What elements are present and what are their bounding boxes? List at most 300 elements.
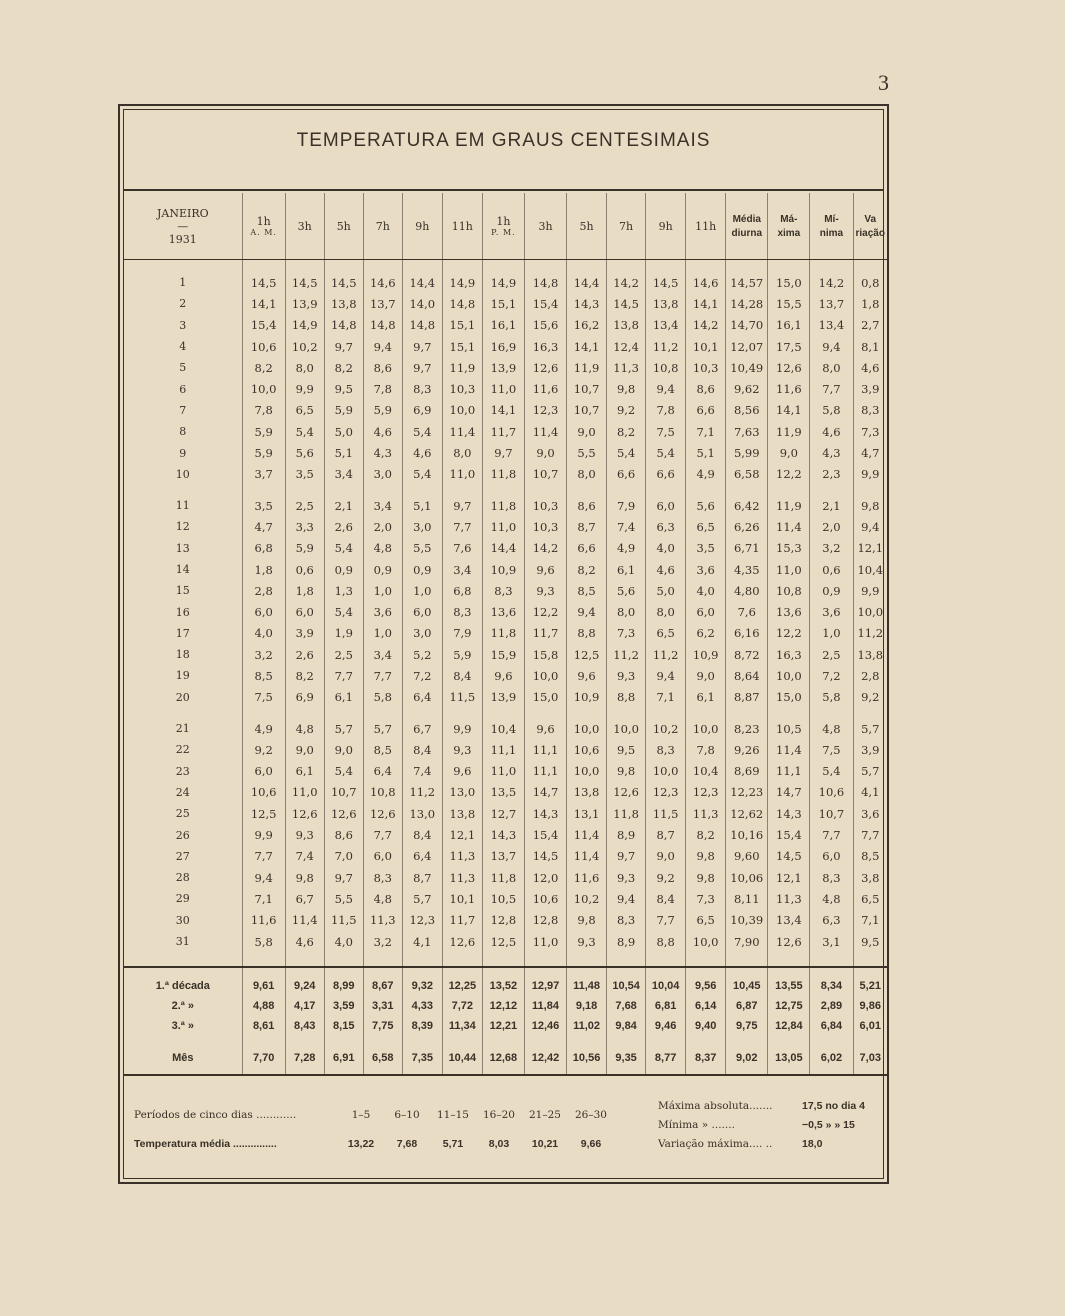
table-cell: 9,26 bbox=[726, 739, 768, 760]
table-cell: 8,5 bbox=[363, 739, 402, 760]
table-cell: 2,7 bbox=[853, 315, 887, 336]
extreme-stats bbox=[658, 1097, 865, 1154]
stat-min bbox=[658, 1116, 865, 1135]
day-label: 22 bbox=[175, 743, 190, 757]
summary-cell: 9,84 bbox=[607, 1016, 646, 1036]
stat-max bbox=[658, 1097, 865, 1116]
table-cell: 13,8 bbox=[853, 644, 887, 665]
table-cell: 5,1 bbox=[324, 442, 363, 463]
table-cell: 9,62 bbox=[726, 378, 768, 399]
table-cell: 5,8 bbox=[810, 687, 853, 708]
table-cell: 8,1 bbox=[853, 336, 887, 357]
period-temp: 10,21 bbox=[531, 1138, 559, 1150]
table-row bbox=[124, 421, 887, 442]
table-cell: 10,1 bbox=[442, 888, 482, 909]
table-row bbox=[124, 260, 887, 294]
table-cell: 8,3 bbox=[607, 910, 646, 931]
table-cell: 9,0 bbox=[285, 739, 324, 760]
table-cell: 9,7 bbox=[402, 336, 442, 357]
table-cell: 11,0 bbox=[524, 931, 566, 967]
day-label: 5 bbox=[179, 361, 187, 375]
table-cell: 14,1 bbox=[482, 400, 524, 421]
table-cell: 14,6 bbox=[363, 260, 402, 294]
table-cell: 11,9 bbox=[567, 357, 607, 378]
table-row bbox=[124, 644, 887, 665]
table-cell: 9,9 bbox=[242, 824, 285, 845]
table-cell: 3,4 bbox=[363, 485, 402, 516]
table-cell: 5,7 bbox=[324, 708, 363, 739]
table-cell: 6,71 bbox=[726, 538, 768, 559]
day-label: 9 bbox=[179, 446, 187, 460]
table-cell: 9,4 bbox=[607, 888, 646, 909]
table-row bbox=[124, 293, 887, 314]
table-cell: 14,9 bbox=[482, 260, 524, 294]
table-row bbox=[124, 687, 887, 708]
day-label: 8 bbox=[179, 425, 187, 439]
table-cell: 3,8 bbox=[853, 867, 887, 888]
table-cell: 13,0 bbox=[402, 803, 442, 824]
table-cell: 10,7 bbox=[324, 782, 363, 803]
table-cell: 11,0 bbox=[285, 782, 324, 803]
table-cell: 8,0 bbox=[285, 357, 324, 378]
table-cell: 9,3 bbox=[524, 580, 566, 601]
header-hour: 11h bbox=[686, 193, 726, 260]
table-cell: 7,5 bbox=[242, 687, 285, 708]
table-cell: 7,2 bbox=[402, 665, 442, 686]
summary-cell: 9,46 bbox=[646, 1016, 686, 1036]
table-cell: 2,8 bbox=[242, 580, 285, 601]
day-label: 10 bbox=[175, 467, 190, 481]
summary-row bbox=[124, 967, 887, 996]
table-cell: 5,6 bbox=[686, 485, 726, 516]
table-cell: 3,6 bbox=[363, 601, 402, 622]
table-cell: 5,9 bbox=[285, 538, 324, 559]
table-cell: 10,9 bbox=[686, 644, 726, 665]
table-cell: 14,5 bbox=[242, 260, 285, 294]
table-cell: 12,1 bbox=[768, 867, 810, 888]
table-frame bbox=[118, 104, 889, 1184]
table-cell: 9,8 bbox=[607, 761, 646, 782]
table-cell: 7,4 bbox=[607, 516, 646, 537]
table-cell: 6,42 bbox=[726, 485, 768, 516]
table-cell: 4,80 bbox=[726, 580, 768, 601]
summary-cell: 12,25 bbox=[442, 967, 482, 996]
table-cell: 9,4 bbox=[242, 867, 285, 888]
header-hour: 5h bbox=[324, 193, 363, 260]
table-cell: 13,9 bbox=[285, 293, 324, 314]
table-cell: 8,9 bbox=[607, 824, 646, 845]
table-cell: 14,9 bbox=[442, 260, 482, 294]
summary-cell: 9,32 bbox=[402, 967, 442, 996]
table-cell: 8,72 bbox=[726, 644, 768, 665]
table-cell: 11,8 bbox=[482, 464, 524, 485]
table-cell: 3,2 bbox=[810, 538, 853, 559]
summary-cell: 13,05 bbox=[768, 1036, 810, 1075]
page-title: TEMPERATURA EM GRAUS CENTESIMAIS bbox=[296, 130, 711, 151]
table-cell: 5,4 bbox=[402, 464, 442, 485]
table-cell: 7,7 bbox=[363, 824, 402, 845]
table-cell: 5,9 bbox=[242, 421, 285, 442]
summary-cell: 6,81 bbox=[646, 996, 686, 1016]
table-cell: 11,1 bbox=[524, 761, 566, 782]
table-cell: 2,1 bbox=[324, 485, 363, 516]
summary-cell: 9,40 bbox=[686, 1016, 726, 1036]
table-cell: 1,0 bbox=[810, 623, 853, 644]
table-cell: 12,62 bbox=[726, 803, 768, 824]
table-cell: 8,8 bbox=[567, 623, 607, 644]
table-cell: 7,9 bbox=[442, 623, 482, 644]
summary-cell: 12,12 bbox=[482, 996, 524, 1016]
table-cell: 9,6 bbox=[524, 559, 566, 580]
table-cell: 14,5 bbox=[324, 260, 363, 294]
stat-min-value: −0,5 » » 15 bbox=[802, 1119, 855, 1131]
table-cell: 3,5 bbox=[285, 464, 324, 485]
day-label: 14 bbox=[175, 563, 190, 576]
table-cell: 13,9 bbox=[482, 357, 524, 378]
table-cell: 8,8 bbox=[607, 687, 646, 708]
table-cell: 4,6 bbox=[853, 357, 887, 378]
table-cell: 6,16 bbox=[726, 623, 768, 644]
table-cell: 8,0 bbox=[567, 464, 607, 485]
table-cell: 5,2 bbox=[402, 644, 442, 665]
table-cell: 14,5 bbox=[607, 293, 646, 314]
table-cell: 9,4 bbox=[810, 336, 853, 357]
day-label: 17 bbox=[175, 626, 190, 640]
table-cell: 14,2 bbox=[686, 315, 726, 336]
table-cell: 7,8 bbox=[363, 378, 402, 399]
header-variacao: Va riação bbox=[853, 193, 887, 260]
table-row bbox=[124, 665, 887, 686]
table-row bbox=[124, 708, 887, 739]
table-cell: 4,8 bbox=[810, 888, 853, 909]
table-cell: 4,9 bbox=[686, 464, 726, 485]
summary-label: 2.ª » bbox=[171, 1000, 194, 1013]
table-cell: 8,6 bbox=[686, 378, 726, 399]
stat-max-value: 17,5 no dia 4 bbox=[802, 1100, 866, 1112]
table-cell: 12,3 bbox=[686, 782, 726, 803]
table-cell: 10,39 bbox=[726, 910, 768, 931]
day-label: 6 bbox=[179, 382, 187, 396]
table-cell: 8,69 bbox=[726, 761, 768, 782]
table-cell: 7,5 bbox=[646, 421, 686, 442]
table-cell: 6,5 bbox=[646, 623, 686, 644]
table-cell: 11,4 bbox=[285, 910, 324, 931]
periods-list bbox=[338, 1109, 614, 1121]
table-cell: 12,6 bbox=[768, 931, 810, 967]
footer bbox=[124, 1085, 883, 1185]
table-cell: 10,7 bbox=[567, 378, 607, 399]
table-cell: 9,2 bbox=[646, 867, 686, 888]
table-cell: 10,7 bbox=[524, 464, 566, 485]
table-cell: 8,4 bbox=[646, 888, 686, 909]
table-cell: 5,7 bbox=[853, 708, 887, 739]
table-cell: 6,26 bbox=[726, 516, 768, 537]
summary-row bbox=[124, 1016, 887, 1036]
table-cell: 3,9 bbox=[853, 378, 887, 399]
table-cell: 8,64 bbox=[726, 665, 768, 686]
table-cell: 9,6 bbox=[524, 708, 566, 739]
table-cell: 7,90 bbox=[726, 931, 768, 967]
table-cell: 9,4 bbox=[363, 336, 402, 357]
table-cell: 3,4 bbox=[442, 559, 482, 580]
table-cell: 9,4 bbox=[646, 665, 686, 686]
summary-cell: 9,56 bbox=[686, 967, 726, 996]
table-row bbox=[124, 601, 887, 622]
table-cell: 3,6 bbox=[810, 601, 853, 622]
day-label: 27 bbox=[175, 849, 190, 863]
table-cell: 11,4 bbox=[567, 824, 607, 845]
table-cell: 5,1 bbox=[402, 485, 442, 516]
summary-cell: 13,52 bbox=[482, 967, 524, 996]
summary-cell: 10,56 bbox=[567, 1036, 607, 1075]
table-cell: 2,6 bbox=[285, 644, 324, 665]
table-cell: 9,2 bbox=[607, 400, 646, 421]
table-cell: 12,3 bbox=[402, 910, 442, 931]
table-cell: 11,4 bbox=[442, 421, 482, 442]
table-cell: 4,3 bbox=[810, 442, 853, 463]
table-cell: 7,9 bbox=[607, 485, 646, 516]
header-month-dash: — bbox=[177, 219, 189, 233]
table-cell: 10,4 bbox=[853, 559, 887, 580]
header-hour: 9h bbox=[402, 193, 442, 260]
summary-rows bbox=[124, 967, 887, 1075]
table-cell: 12,8 bbox=[524, 910, 566, 931]
summary-cell: 7,03 bbox=[853, 1036, 887, 1075]
table-cell: 4,0 bbox=[646, 538, 686, 559]
summary-cell: 3,31 bbox=[363, 996, 402, 1016]
table-cell: 3,5 bbox=[686, 538, 726, 559]
table-cell: 11,1 bbox=[524, 739, 566, 760]
table-cell: 10,49 bbox=[726, 357, 768, 378]
table-cell: 6,1 bbox=[324, 687, 363, 708]
table-cell: 8,6 bbox=[324, 824, 363, 845]
table-cell: 12,5 bbox=[482, 931, 524, 967]
table-cell: 5,9 bbox=[324, 400, 363, 421]
table-row bbox=[124, 442, 887, 463]
table-cell: 11,6 bbox=[242, 910, 285, 931]
stat-min-label: Mínima » ....... bbox=[658, 1119, 735, 1131]
table-cell: 10,0 bbox=[242, 378, 285, 399]
table-cell: 11,0 bbox=[768, 559, 810, 580]
table-cell: 10,1 bbox=[686, 336, 726, 357]
table-cell: 15,4 bbox=[768, 824, 810, 845]
table-cell: 7,8 bbox=[686, 739, 726, 760]
table-cell: 9,7 bbox=[607, 846, 646, 867]
table-cell: 14,1 bbox=[242, 293, 285, 314]
table-cell: 14,1 bbox=[567, 336, 607, 357]
summary-cell: 3,59 bbox=[324, 996, 363, 1016]
table-cell: 9,60 bbox=[726, 846, 768, 867]
table-cell: 4,9 bbox=[607, 538, 646, 559]
table-cell: 14,9 bbox=[285, 315, 324, 336]
table-cell: 10,0 bbox=[607, 708, 646, 739]
summary-cell: 11,84 bbox=[524, 996, 566, 1016]
table-cell: 5,5 bbox=[324, 888, 363, 909]
day-label: 3 bbox=[179, 318, 187, 332]
table-cell: 11,6 bbox=[567, 867, 607, 888]
table-cell: 6,1 bbox=[285, 761, 324, 782]
summary-cell: 9,86 bbox=[853, 996, 887, 1016]
table-cell: 7,1 bbox=[686, 421, 726, 442]
table-cell: 5,4 bbox=[324, 761, 363, 782]
table-cell: 8,5 bbox=[242, 665, 285, 686]
table-cell: 4,6 bbox=[810, 421, 853, 442]
table-cell: 6,5 bbox=[853, 888, 887, 909]
table-cell: 1,0 bbox=[363, 580, 402, 601]
table-cell: 6,0 bbox=[285, 601, 324, 622]
table-cell: 12,6 bbox=[324, 803, 363, 824]
table-cell: 3,6 bbox=[686, 559, 726, 580]
table-cell: 14,8 bbox=[442, 293, 482, 314]
table-row bbox=[124, 378, 887, 399]
table-cell: 13,7 bbox=[482, 846, 524, 867]
table-cell: 9,6 bbox=[442, 761, 482, 782]
table-cell: 10,0 bbox=[768, 665, 810, 686]
table-cell: 13,6 bbox=[482, 601, 524, 622]
period-temp: 5,71 bbox=[442, 1138, 464, 1150]
day-label: 15 bbox=[175, 584, 190, 598]
table-cell: 7,1 bbox=[646, 687, 686, 708]
table-cell: 8,2 bbox=[567, 559, 607, 580]
table-row bbox=[124, 931, 887, 967]
table-row bbox=[124, 538, 887, 559]
table-cell: 16,2 bbox=[567, 315, 607, 336]
table-cell: 5,8 bbox=[363, 687, 402, 708]
day-label: 28 bbox=[175, 871, 190, 885]
table-cell: 10,0 bbox=[567, 708, 607, 739]
table-cell: 11,2 bbox=[646, 644, 686, 665]
summary-cell: 8,61 bbox=[242, 1016, 285, 1036]
table-cell: 8,56 bbox=[726, 400, 768, 421]
table-cell: 1,0 bbox=[363, 623, 402, 644]
table-cell: 11,9 bbox=[768, 485, 810, 516]
table-cell: 8,3 bbox=[402, 378, 442, 399]
table-cell: 7,7 bbox=[853, 824, 887, 845]
summary-cell: 4,17 bbox=[285, 996, 324, 1016]
summary-cell: 6,58 bbox=[363, 1036, 402, 1075]
header-hour: 7h bbox=[363, 193, 402, 260]
table-cell: 8,3 bbox=[442, 601, 482, 622]
summary-cell: 9,75 bbox=[726, 1016, 768, 1036]
table-cell: 10,7 bbox=[567, 400, 607, 421]
table-row bbox=[124, 846, 887, 867]
table-cell: 11,3 bbox=[442, 867, 482, 888]
table-cell: 9,0 bbox=[686, 665, 726, 686]
period-temp: 9,66 bbox=[580, 1138, 602, 1150]
table-cell: 8,2 bbox=[607, 421, 646, 442]
summary-cell: 9,18 bbox=[567, 996, 607, 1016]
summary-cell: 5,21 bbox=[853, 967, 887, 996]
table-cell: 14,8 bbox=[402, 315, 442, 336]
table-cell: 2,1 bbox=[810, 485, 853, 516]
day-label: 23 bbox=[175, 764, 190, 778]
table-cell: 9,0 bbox=[567, 421, 607, 442]
table-cell: 14,5 bbox=[768, 846, 810, 867]
table-cell: 10,6 bbox=[242, 782, 285, 803]
summary-cell: 12,97 bbox=[524, 967, 566, 996]
summary-cell: 6,87 bbox=[726, 996, 768, 1016]
table-cell: 11,8 bbox=[482, 867, 524, 888]
table-cell: 5,9 bbox=[242, 442, 285, 463]
table-cell: 9,0 bbox=[646, 846, 686, 867]
table-cell: 11,3 bbox=[768, 888, 810, 909]
summary-cell: 8,37 bbox=[686, 1036, 726, 1075]
table-cell: 14,2 bbox=[607, 260, 646, 294]
table-cell: 5,8 bbox=[242, 931, 285, 967]
table-cell: 10,6 bbox=[567, 739, 607, 760]
day-label: 19 bbox=[175, 669, 190, 683]
table-cell: 8,7 bbox=[567, 516, 607, 537]
temp-media-label: Temperatura média ............... bbox=[134, 1138, 277, 1150]
table-cell: 10,3 bbox=[686, 357, 726, 378]
table-cell: 14,1 bbox=[768, 400, 810, 421]
table-cell: 14,70 bbox=[726, 315, 768, 336]
table-cell: 4,8 bbox=[363, 888, 402, 909]
summary-cell: 10,45 bbox=[726, 967, 768, 996]
table-cell: 0,9 bbox=[402, 559, 442, 580]
table-cell: 12,6 bbox=[524, 357, 566, 378]
summary-cell: 12,21 bbox=[482, 1016, 524, 1036]
table-cell: 14,2 bbox=[810, 260, 853, 294]
table-row bbox=[124, 824, 887, 845]
table-cell: 6,6 bbox=[646, 464, 686, 485]
table-cell: 14,4 bbox=[402, 260, 442, 294]
table-row bbox=[124, 761, 887, 782]
table-cell: 11,7 bbox=[524, 623, 566, 644]
table-cell: 4,1 bbox=[402, 931, 442, 967]
day-label: 25 bbox=[175, 807, 190, 821]
table-cell: 7,7 bbox=[810, 824, 853, 845]
table-cell: 12,6 bbox=[442, 931, 482, 967]
table-cell: 4,6 bbox=[646, 559, 686, 580]
table-cell: 15,3 bbox=[768, 538, 810, 559]
table-cell: 8,7 bbox=[646, 824, 686, 845]
table-cell: 9,4 bbox=[567, 601, 607, 622]
table-cell: 5,4 bbox=[324, 601, 363, 622]
table-cell: 8,5 bbox=[567, 580, 607, 601]
table-cell: 10,0 bbox=[853, 601, 887, 622]
header-month-name: JANEIRO bbox=[156, 206, 209, 220]
summary-cell: 7,75 bbox=[363, 1016, 402, 1036]
table-cell: 1,9 bbox=[324, 623, 363, 644]
table-cell: 16,3 bbox=[524, 336, 566, 357]
table-cell: 9,9 bbox=[853, 464, 887, 485]
table-cell: 3,1 bbox=[810, 931, 853, 967]
table-cell: 14,8 bbox=[363, 315, 402, 336]
temperature-table bbox=[124, 193, 887, 1076]
table-cell: 8,4 bbox=[442, 665, 482, 686]
table-cell: 7,7 bbox=[442, 516, 482, 537]
table-cell: 15,0 bbox=[768, 260, 810, 294]
table-cell: 5,8 bbox=[810, 400, 853, 421]
table-cell: 16,3 bbox=[768, 644, 810, 665]
table-cell: 14,5 bbox=[646, 260, 686, 294]
table-cell: 11,9 bbox=[442, 357, 482, 378]
table-cell: 10,0 bbox=[524, 665, 566, 686]
table-cell: 6,7 bbox=[285, 888, 324, 909]
table-cell: 9,0 bbox=[768, 442, 810, 463]
table-cell: 13,6 bbox=[768, 601, 810, 622]
table-cell: 9,9 bbox=[285, 378, 324, 399]
table-cell: 11,2 bbox=[402, 782, 442, 803]
table-cell: 6,3 bbox=[646, 516, 686, 537]
summary-cell: 10,04 bbox=[646, 967, 686, 996]
day-label: 29 bbox=[175, 892, 190, 906]
table-cell: 14,0 bbox=[402, 293, 442, 314]
table-cell: 14,6 bbox=[686, 260, 726, 294]
table-cell: 5,6 bbox=[285, 442, 324, 463]
table-cell: 9,7 bbox=[442, 485, 482, 516]
